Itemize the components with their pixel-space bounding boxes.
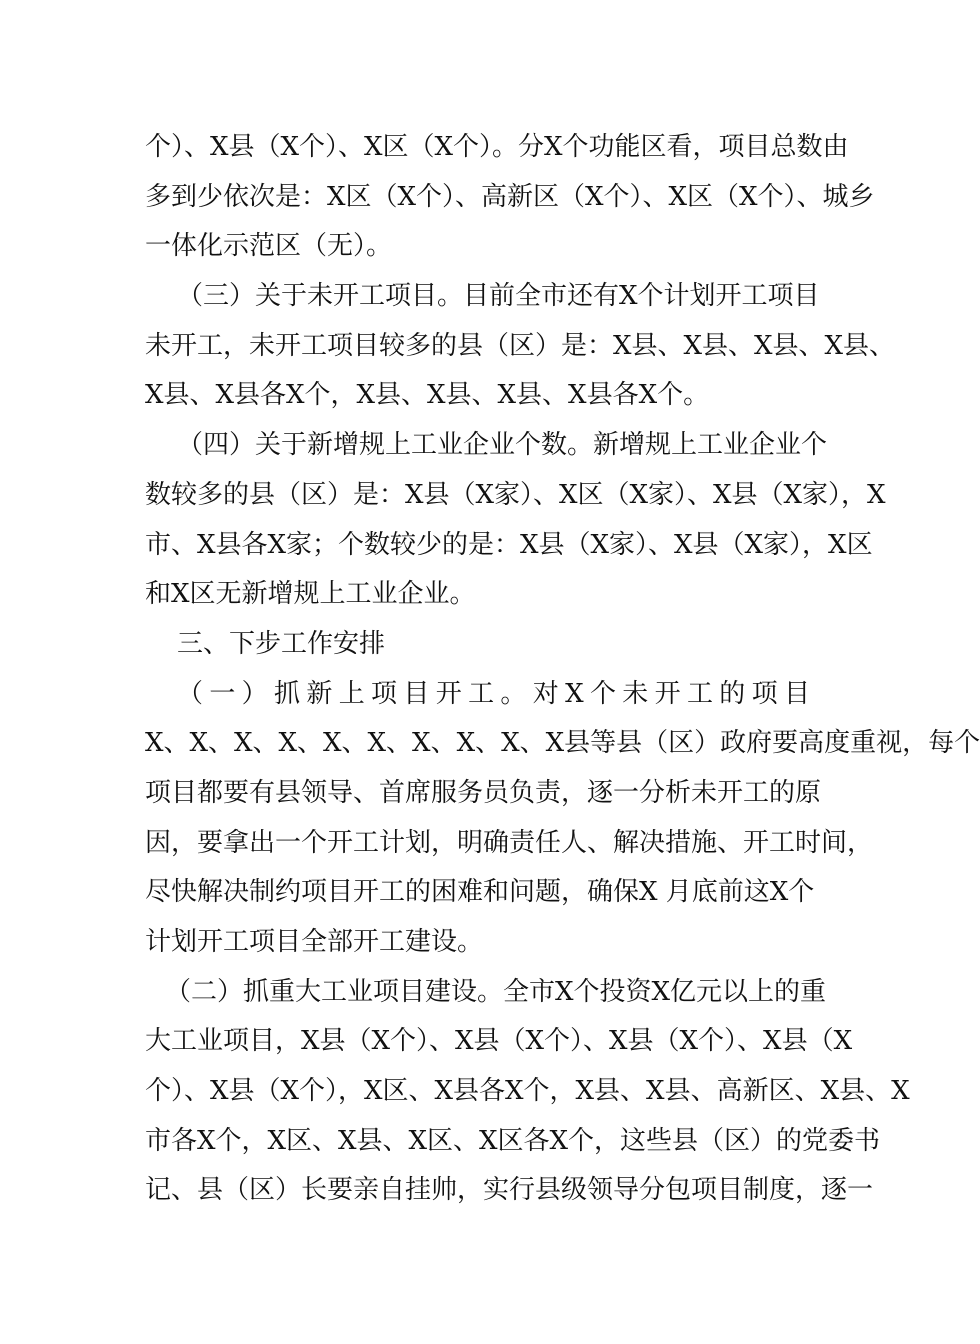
text-line: （三）关于未开工项目。目前全市还有X个计划开工项目: [177, 281, 820, 312]
text-line: （一）抓新上项目开工。对X个未开工的项目: [177, 678, 810, 709]
text-line: 一体化示范区（无）。: [145, 231, 393, 262]
text-line: 市各X个，X区、X县、X区、X区各X个，这些县（区）的党委书: [145, 1125, 881, 1156]
body-text: [145, 123, 980, 1216]
text-line: 因，要拿出一个开工计划，明确责任人、解决措施、开工时间，: [145, 827, 874, 858]
text-line: X县、X县各X个，X县、X县、X县、X县各X个。: [145, 380, 710, 411]
text-line: 市、X县各X家；个数较少的是：X县（X家）、X县（X家），X区: [145, 529, 873, 560]
text-line: 未开工，未开工项目较多的县（区）是：X县、X县、X县、X县、: [145, 330, 896, 361]
text-line: 个）、X县（X个）、X区（X个）。分X个功能区看，项目总数由: [145, 132, 849, 162]
text-line: （四）关于新增规上工业企业个数。新增规上工业企业个: [177, 430, 828, 461]
text-line: 多到少依次是：X区（X个）、高新区（X个）、X区（X个）、城乡: [145, 181, 875, 212]
text-line: 项目都要有县领导、首席服务员负责，逐一分析未开工的原: [145, 777, 822, 808]
text-line: 大工业项目，X县（X个）、X县（X个）、X县（X个）、X县（X: [145, 1026, 853, 1057]
text-line: 尽快解决制约项目开工的困难和问题，确保X 月底前这X个: [145, 877, 815, 908]
text-line: 计划开工项目全部开工建设。: [145, 927, 484, 957]
text-line: 数较多的县（区）是：X县（X家）、X区（X家）、X县（X家），X: [145, 479, 886, 510]
text-line: X、X、X、X、X、X、X、X、X、X县等县（区）政府要高度重视，每个: [145, 728, 980, 759]
section-heading: 三、下步工作安排: [177, 628, 386, 659]
text-line: （二）抓重大工业项目建设。全市X个投资X亿元以上的重: [165, 976, 827, 1007]
text-line: 和X区无新增规上工业企业。: [145, 579, 476, 610]
text-line: 记、县（区）长要亲自挂帅，实行县级领导分包项目制度，逐一: [145, 1175, 874, 1206]
text-line: 个）、X县（X个），X区、X县各X个，X县、X县、高新区、X县、X: [145, 1076, 910, 1107]
